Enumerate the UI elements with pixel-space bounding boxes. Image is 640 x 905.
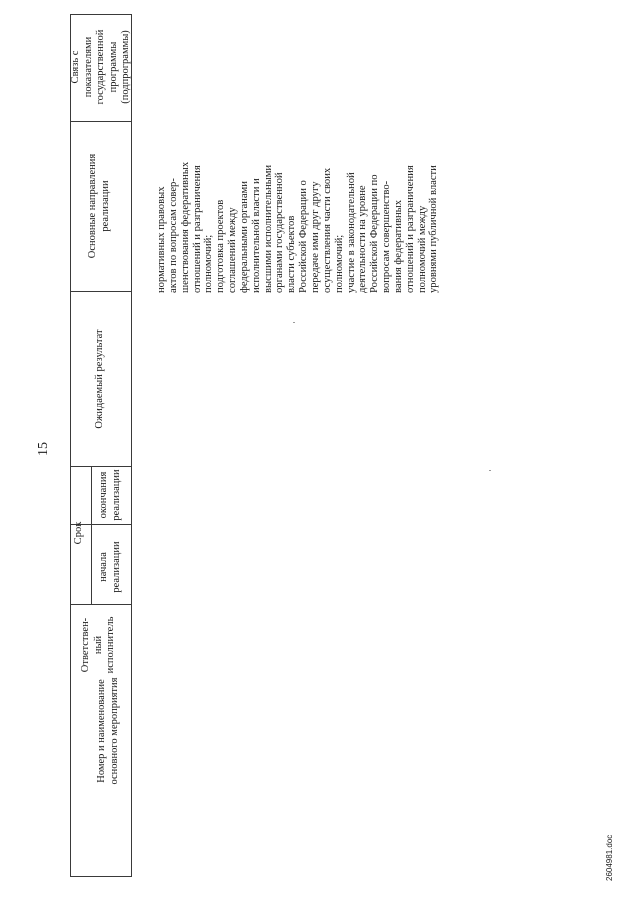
directions-line: полномочий; (203, 234, 215, 293)
directions-line: осуществления части своих (321, 167, 333, 293)
header-directions-line2: реализации (99, 180, 111, 232)
header-link-line3: государственной (95, 29, 106, 105)
header-number-name-line2: основного мероприятия (108, 677, 120, 785)
header-term-end (98, 467, 126, 523)
directions-line: деятельности на уровне (357, 185, 369, 293)
directions-line: вопросам совершенство- (381, 180, 393, 293)
header-link-line5: (подпрограммы) (120, 30, 131, 104)
header-term-end-line1: окончания (98, 471, 109, 519)
directions-line: соглашений между (227, 207, 239, 293)
directions-line: шенствования федеративных (179, 161, 191, 293)
header-term-end-line2: реализации (110, 469, 122, 521)
header-directions (87, 138, 115, 274)
directions-line: Российской Федерации по (369, 174, 381, 293)
scan-speck (489, 470, 491, 471)
header-directions-line1: Основные направления (87, 153, 98, 259)
header-term-start-line2: реализации (110, 541, 122, 593)
header-term-start-line1: начала (98, 552, 109, 582)
directions-line: Российской Федерации о (298, 180, 310, 293)
directions-line: передаче ими друг другу (309, 181, 321, 293)
header-expected-result: Ожидаемый результат (94, 329, 105, 429)
directions-line: полномочий; (333, 234, 345, 293)
header-responsible-line3: исполнитель (105, 616, 116, 674)
directions-line: подготовка проектов (215, 199, 227, 293)
directions-line: органами государственной (274, 172, 286, 293)
header-responsible-line1: Ответствен- (80, 617, 91, 673)
directions-line: отношений и разграничения (191, 165, 203, 293)
directions-line: вания федеративных (392, 199, 404, 293)
directions-line: высшими исполнительными (262, 164, 274, 293)
header-link-line1: Связь с (70, 50, 81, 84)
header-number-name-line1: Номер и наименование (96, 679, 107, 783)
header-term-start (98, 531, 126, 603)
scan-speck (293, 322, 295, 323)
footer-doc-code: 2604981.doc (605, 834, 614, 881)
directions-line: участие в законодательной (345, 172, 357, 293)
directions-line: федеральными органами (238, 181, 250, 293)
directions-line: актов по вопросам совер- (167, 178, 179, 293)
directions-line: нормативных правовых (156, 186, 167, 293)
header-responsible-line2: ный (92, 635, 104, 655)
header-link-line2: показателями (82, 36, 94, 98)
directions-line: исполнительной власти и (250, 178, 262, 293)
directions-line: отношений и разграничения (404, 165, 416, 293)
directions-text (156, 148, 441, 293)
header-term: Срок (73, 521, 84, 545)
header-responsible (80, 605, 122, 685)
directions-line: власти субъектов (286, 215, 298, 293)
directions-line: уровнями публичной власти (428, 165, 440, 293)
header-link-line4: программы (107, 41, 119, 93)
page-number: 15 (36, 442, 51, 456)
header-link (70, 15, 134, 119)
directions-line: полномочий между (416, 205, 428, 293)
